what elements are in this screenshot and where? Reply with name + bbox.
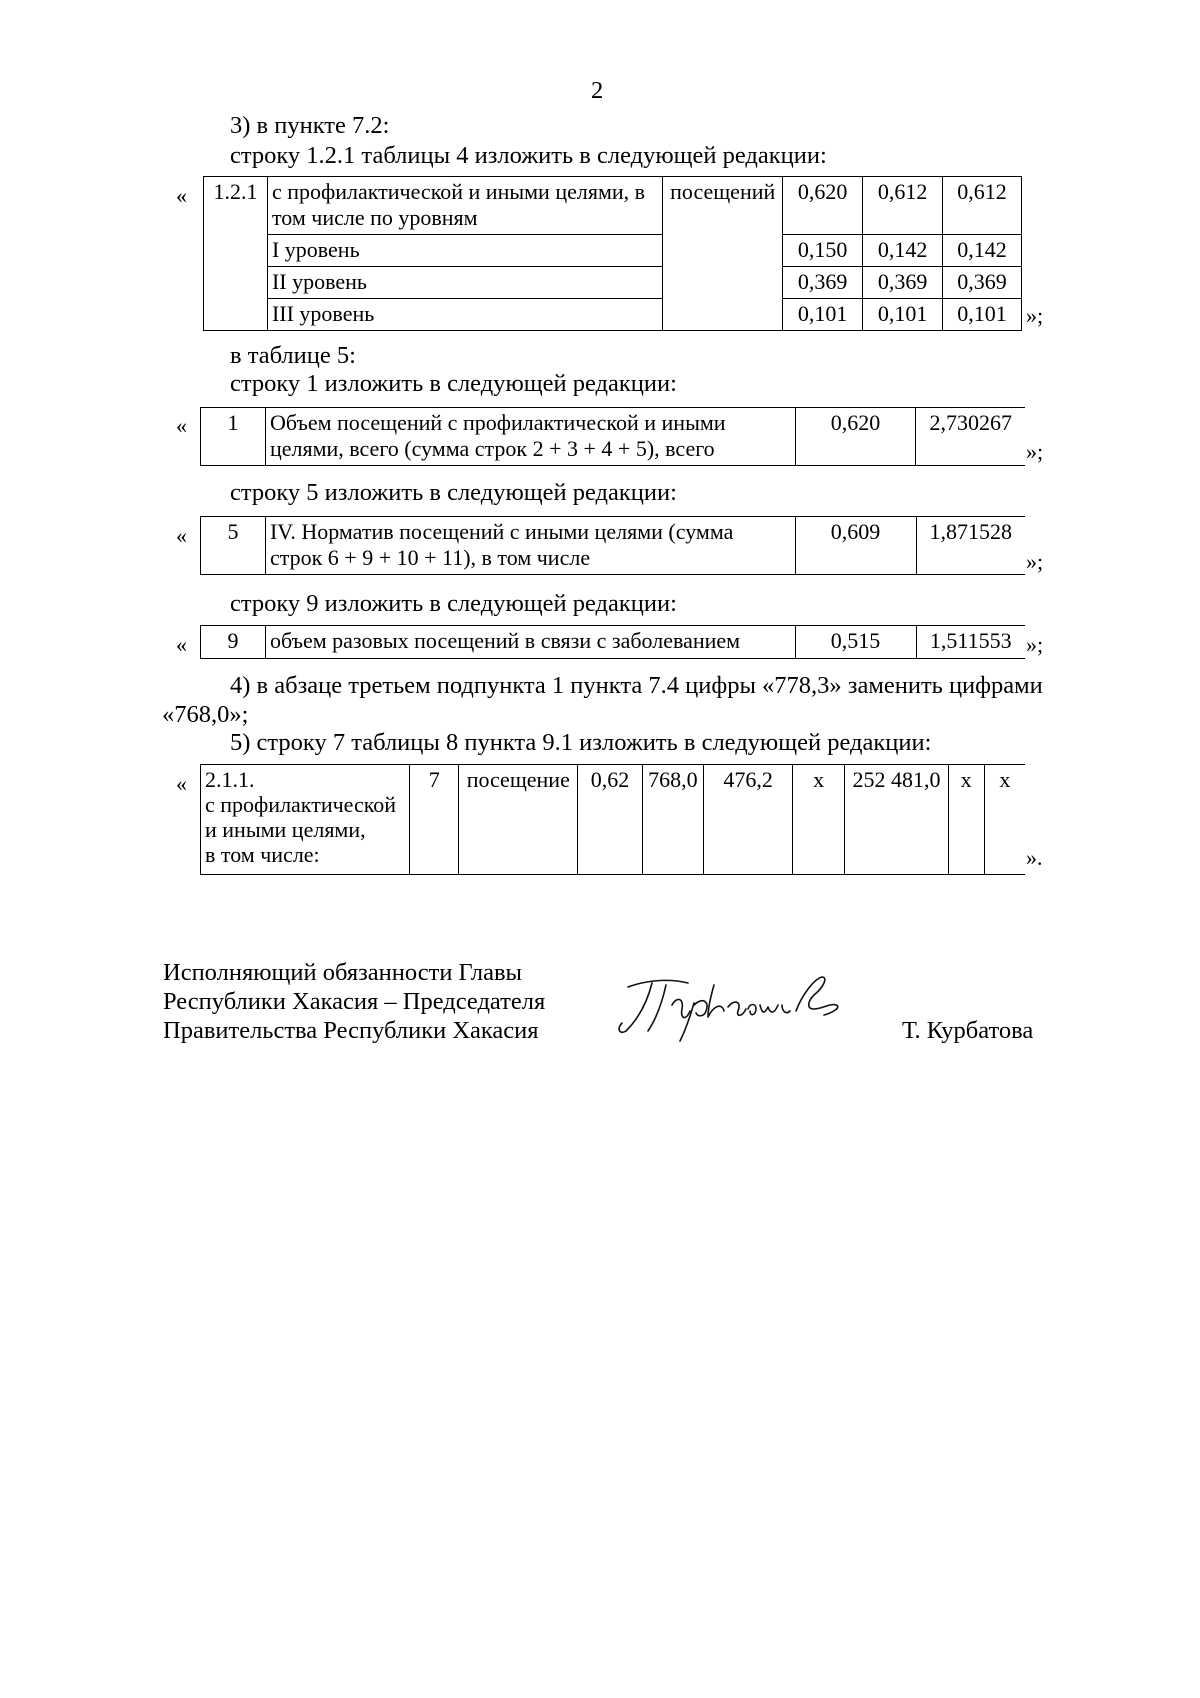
table5-row5 — [200, 516, 1025, 575]
table5-row1 — [200, 407, 1025, 466]
item5-line: 5) строку 7 таблицы 8 пункта 9.1 изложить в следующей редакции: — [230, 729, 932, 756]
table5-intro-line2: строку 1 изложить в следующей редакции: — [230, 370, 677, 397]
table4-value: 0,612 — [943, 177, 1022, 235]
page-number: 2 — [591, 77, 604, 104]
open-quote: « — [176, 523, 187, 548]
close-quote: »; — [1026, 439, 1044, 464]
table4-value: 0,369 — [783, 267, 863, 299]
row-value: 0,515 — [795, 626, 916, 659]
item4-line1: 4) в абзаце третьем подпункта 1 пункта 7.4 цифры «778,3» заменить цифрами — [230, 672, 1043, 699]
open-quote: « — [176, 771, 187, 796]
table8-cell: 0,62 — [578, 765, 642, 875]
table4-value: 0,101 — [863, 299, 943, 331]
table8-row — [200, 764, 1025, 875]
signatory-name: Т. Курбатова — [902, 1017, 1034, 1044]
signatory-title-line3: Правительства Республики Хакасия — [163, 1017, 539, 1044]
row5-intro: строку 5 изложить в следующей редакции: — [230, 479, 677, 506]
table8-cell: 768,0 — [642, 765, 704, 875]
row-value: 1,871528 — [916, 517, 1025, 575]
row-text: Объем посещений с профилактической и иными целями, всего (сумма строк 2 + 3 + 4 + 5), всего — [265, 408, 795, 466]
table8-cell: 7 — [410, 765, 459, 875]
table4-unit: посещений — [663, 177, 783, 331]
handwritten-signature-icon — [610, 965, 850, 1045]
row-value: 2,730267 — [916, 408, 1025, 466]
table8-name: 2.1.1. с профилактической и иными целями, в том числе: — [201, 765, 410, 875]
open-quote: « — [176, 632, 187, 657]
table4-value: 0,142 — [943, 235, 1022, 267]
table4-code: 1.2.1 — [204, 177, 268, 331]
row9-intro: строку 9 изложить в следующей редакции: — [230, 590, 677, 617]
row-number: 5 — [201, 517, 266, 575]
table8-cell: х — [948, 765, 984, 875]
close-quote: »; — [1026, 549, 1044, 574]
table5-intro-line1: в таблице 5: — [230, 342, 356, 369]
table5-row9 — [200, 625, 1025, 659]
row-text: IV. Норматив посещений с иными целями (сумма строк 6 + 9 + 10 + 11), в том числе — [265, 517, 795, 575]
close-quote: »; — [1026, 632, 1044, 657]
row-number: 9 — [201, 626, 266, 659]
signatory-title-line1: Исполняющий обязанности Главы — [163, 959, 523, 986]
item3-line1: 3) в пункте 7.2: — [230, 112, 390, 139]
table4-row-name: I уровень — [267, 235, 662, 267]
row-value: 0,620 — [795, 408, 916, 466]
item4-line2: «768,0»; — [162, 701, 249, 728]
row-text: объем разовых посещений в связи с заболеванием — [265, 626, 795, 659]
signatory-title-line2: Республики Хакасия – Председателя — [163, 988, 546, 1015]
table4-row — [203, 176, 1022, 331]
close-quote: ». — [1026, 845, 1043, 870]
table8-cell: х — [792, 765, 844, 875]
table4-value: 0,369 — [863, 267, 943, 299]
table4-value: 0,369 — [943, 267, 1022, 299]
table8-cell: посещение — [459, 765, 578, 875]
table8-cell: 252 481,0 — [845, 765, 948, 875]
item3-line2: строку 1.2.1 таблицы 4 изложить в следующей редакции: — [230, 142, 827, 169]
table4-value: 0,101 — [783, 299, 863, 331]
table8-cell: 476,2 — [704, 765, 793, 875]
table4-row-name: III уровень — [267, 299, 662, 331]
row-value: 0,609 — [795, 517, 916, 575]
table4-value: 0,150 — [783, 235, 863, 267]
table8-cell: х — [984, 765, 1025, 875]
table4-value: 0,620 — [783, 177, 863, 235]
open-quote: « — [176, 413, 187, 438]
table4-row-name: II уровень — [267, 267, 662, 299]
table4-value: 0,612 — [863, 177, 943, 235]
table4-row-name: с профилактической и иными целями, в том числе по уровням — [267, 177, 662, 235]
table4-value: 0,101 — [943, 299, 1022, 331]
table4-value: 0,142 — [863, 235, 943, 267]
open-quote: « — [176, 183, 187, 208]
close-quote: »; — [1026, 303, 1044, 328]
row-number: 1 — [201, 408, 266, 466]
row-value: 1,511553 — [916, 626, 1025, 659]
